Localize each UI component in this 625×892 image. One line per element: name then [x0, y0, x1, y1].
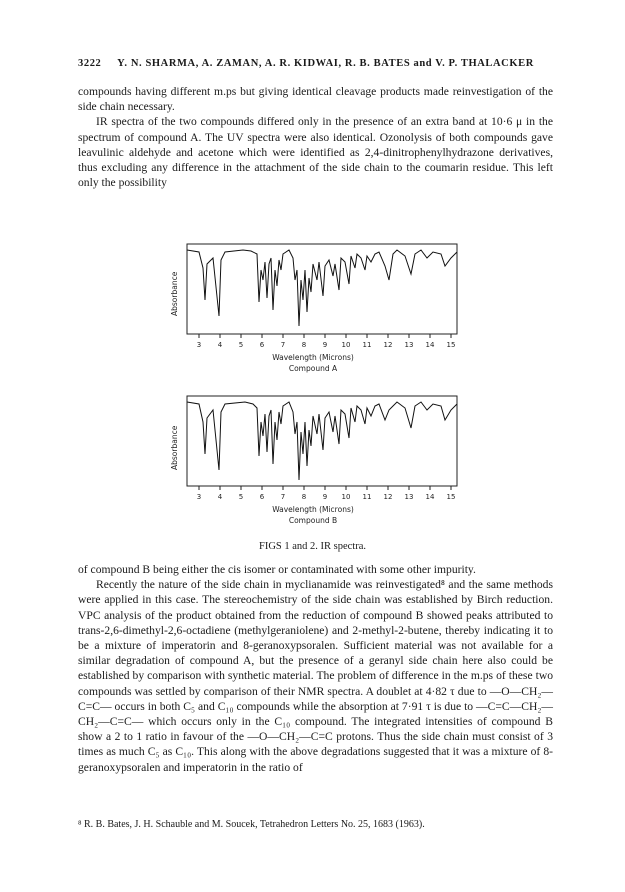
- x-tick-label: 11: [362, 493, 372, 501]
- figure-2-ylabel: Absorbance: [170, 425, 179, 470]
- x-tick-label: 13: [404, 493, 414, 501]
- running-header: [78, 58, 534, 69]
- paragraph-ir: IR spectra of the two compounds differed only in the presence of an extra band at 10·6 μ in the spectrum of compound A. The UV spectra were also identical. Ozonolysis of both compounds gave leavulinic aldehyde and acetone which were identified as 2,4-dinitrophenylhydrazone derivatives, thus excluding any difference in the attachment of the side chain to the coumarin residue. This left only the possibility: [78, 115, 553, 190]
- footnote: ⁸ R. B. Bates, J. H. Schauble and M. Soucek, Tetrahedron Letters No. 25, 1683 (1963).: [78, 819, 425, 830]
- figure-2-spectrum: [187, 402, 457, 480]
- x-tick-label: 7: [280, 341, 286, 349]
- page-number: 3222: [78, 58, 102, 69]
- x-tick-label: 13: [404, 341, 414, 349]
- x-tick-label: 3: [196, 493, 202, 501]
- x-tick-label: 12: [383, 341, 393, 349]
- x-tick-label: 15: [446, 341, 456, 349]
- x-tick-label: 8: [301, 493, 307, 501]
- x-tick-label: 14: [425, 341, 435, 349]
- x-tick-label: 7: [280, 493, 286, 501]
- x-tick-label: 11: [362, 341, 372, 349]
- x-tick-label: 6: [259, 341, 265, 349]
- figure-1: [165, 240, 475, 375]
- figure-1-xlabel: Wavelength (Microns): [272, 353, 354, 362]
- figure-caption: FIGS 1 and 2. IR spectra.: [258, 541, 367, 552]
- header-authors: Y. N. SHARMA, A. ZAMAN, A. R. KIDWAI, R. B. BATES and V. P. THALACKER: [117, 58, 534, 69]
- figure-2: [165, 392, 475, 532]
- figure-1-ylabel: Absorbance: [170, 271, 179, 316]
- x-tick-label: 9: [322, 341, 328, 349]
- figure-1-svg: [165, 240, 475, 375]
- x-tick-label: 10: [341, 493, 351, 501]
- x-tick-label: 8: [301, 341, 307, 349]
- x-tick-label: 4: [217, 493, 223, 501]
- x-tick-label: 3: [196, 341, 202, 349]
- x-tick-label: 6: [259, 493, 265, 501]
- body-text-top: [78, 84, 553, 190]
- paragraph-top: compounds having different m.ps but giving identical cleavage products made reinvestigation of the side chain necessary.: [78, 85, 553, 114]
- x-tick-label: 15: [446, 493, 456, 501]
- figure-1-title: Compound A: [288, 364, 338, 373]
- figure-2-xlabel: Wavelength (Microns): [272, 505, 354, 514]
- x-tick-label: 5: [238, 341, 244, 349]
- x-tick-label: 4: [217, 341, 223, 349]
- x-tick-label: 9: [322, 493, 328, 501]
- figure-1-spectrum: [187, 250, 457, 326]
- figure-1-ticks: [197, 334, 456, 349]
- x-tick-label: 12: [383, 493, 393, 501]
- paragraph-b2: Recently the nature of the side chain in myclianamide was reinvestigated⁸ and the same methods were applied in this case. The stereochemistry of the side chain was established by Birch reduction. VPC analysis of the product obtained from the reduction of compound B showed peaks attributed to trans-2,6-dimethyl-2,6-octadiene (methylgeraniolene) and 2-methyl-2-butene, thereby indicating it to be a mixture of imperatorin and 8-geranoxypsoralen. Sufficient material was not available for a similar degradation of compound A, but the presence of a geranyl side chain here also could be established by comparison with synthetic material. The problem of difference in the m.ps of these two compounds was settled by comparison of their NMR spectra. A doublet at 4·82 τ due to —O—CH₂—C=C— occurs in both C₅ and C₁₀ compounds while the absorption at 7·91 τ is due to —C=C—CH₂—CH₂—C=C— which occurs only in the C₁₀ compound. The integrated intensities of compound B show a 2 to 1 ratio in favour of the —O—CH₂—C=C protons. Thus the side chain must consist of 3 times as much C₅ as C₁₀. This along with the above degradations suggested that it was a mixture of 8-geranoxypsoralen and imperatorin in the ratio of: [78, 578, 553, 774]
- x-tick-label: 14: [425, 493, 435, 501]
- x-tick-label: 5: [238, 493, 244, 501]
- figure-2-title: Compound B: [288, 516, 338, 525]
- figure-2-svg: [165, 392, 475, 532]
- body-text-bottom: [78, 562, 553, 775]
- x-tick-label: 10: [341, 341, 351, 349]
- paragraph-b1: of compound B being either the cis isomer or contaminated with some other impurity.: [78, 563, 476, 576]
- figure-2-ticks: [197, 486, 456, 501]
